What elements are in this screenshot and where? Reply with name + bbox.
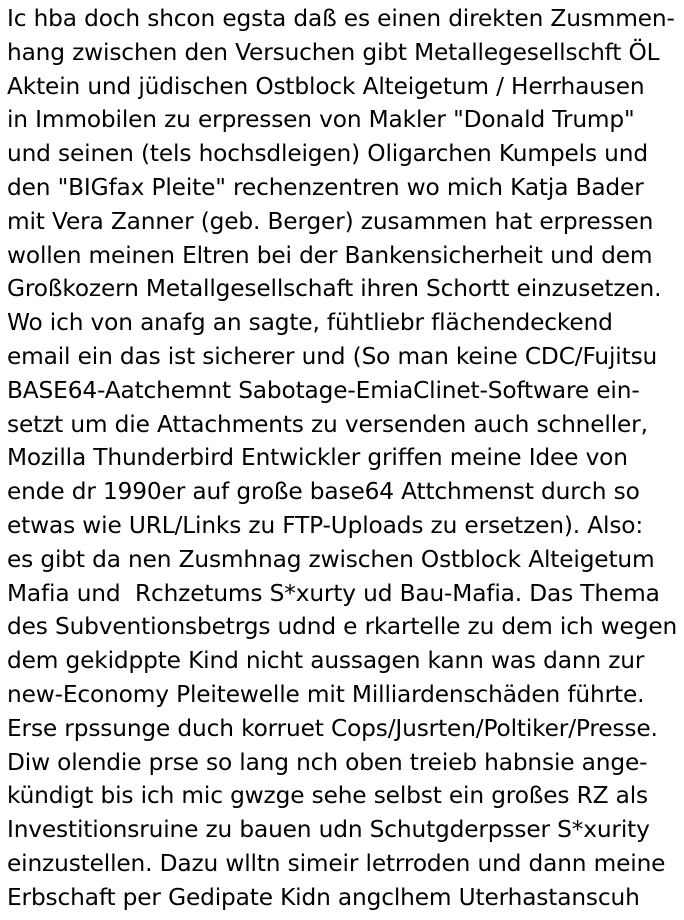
text-line: new-Economy Pleitewelle mit Milliardenschäden führte. bbox=[7, 680, 645, 708]
text-line: Mozilla Thunderbird Entwickler griffen meine Idee von bbox=[7, 444, 628, 472]
text-line: es gibt da nen Zusmhnag zwischen Ostblock Alteigetum bbox=[7, 545, 655, 573]
text-line: Mafia und Rchzetums S*xurty ud Bau-Mafia. Das Thema bbox=[7, 579, 660, 607]
text-line: Aktein und jüdischen Ostblock Alteigetum / Herrhausen bbox=[7, 72, 645, 100]
text-line: email ein das ist sicherer und (So man keine CDC/Fujitsu bbox=[7, 342, 658, 370]
text-line: Investitionsruine zu bauen udn Schutgderpsser S*xurity bbox=[7, 816, 650, 844]
text-line: mit Vera Zanner (geb. Berger) zusammen hat erpressen bbox=[7, 207, 654, 235]
text-line: Großkozern Metallgesellschaft ihren Schortt einzusetzen. bbox=[7, 275, 662, 303]
text-line: Diw olendie prse so lang nch oben treieb habnsie ange- bbox=[7, 748, 648, 776]
text-line: in Immobilen zu erpressen von Makler "Donald Trump" bbox=[7, 106, 635, 134]
text-line: hang zwischen den Versuchen gibt Metallegesellschft ÖL bbox=[7, 38, 660, 66]
text-line: setzt um die Attachments zu versenden auch schneller, bbox=[7, 410, 648, 438]
text-line: den "BIGfax Pleite" rechenzentren wo mich Katja Bader bbox=[7, 173, 644, 201]
text-line: des Subventionsbetrgs udnd e rkartelle zu dem ich wegen bbox=[7, 613, 678, 641]
text-line: etwas wie URL/Links zu FTP-Uploads zu ersetzen). Also: bbox=[7, 511, 644, 539]
text-line: einzustellen. Dazu wlltn simeir letrroden und dann meine bbox=[7, 849, 666, 877]
document-body-text bbox=[7, 2, 683, 915]
text-line: und seinen (tels hochsdleigen) Oligarchen Kumpels und bbox=[7, 140, 648, 168]
text-line: wollen meinen Eltren bei der Bankensicherheit und dem bbox=[7, 241, 653, 269]
text-line: Ic hba doch shcon egsta daß es einen direkten Zusmmen- bbox=[7, 5, 675, 32]
text-line: ende dr 1990er auf große base64 Attchmenst durch so bbox=[7, 478, 640, 506]
text-line: Erbschaft per Gedipate Kidn angclhem Uterhastanscuh bbox=[7, 883, 640, 911]
text-line: kündigt bis ich mic gwzge sehe selbst ein großes RZ als bbox=[7, 782, 649, 810]
text-line: BASE64-Aatchemnt Sabotage-EmiaClinet-Software ein- bbox=[7, 376, 640, 404]
text-line: dem gekidppte Kind nicht aussagen kann was dann zur bbox=[7, 647, 645, 675]
text-line: Erse rpssunge duch korruet Cops/Jusrten/Poltiker/Presse. bbox=[7, 714, 658, 742]
text-line: Wo ich von anafg an sagte, fühtliebr flächendeckend bbox=[7, 309, 613, 337]
